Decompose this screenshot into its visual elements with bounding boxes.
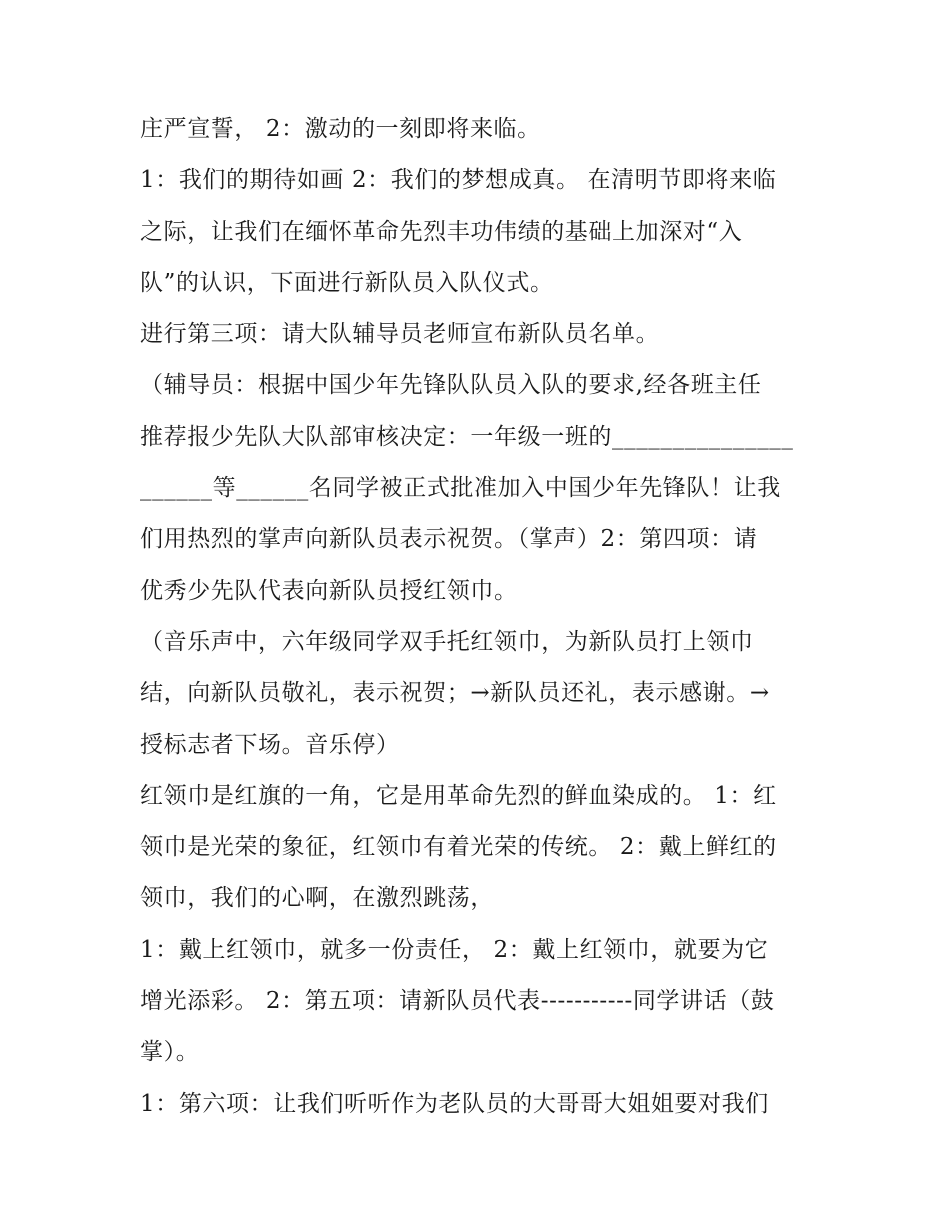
text-line: 结，向新队员敬礼，表示祝贺；→新队员还礼，表示感谢。→ (140, 680, 770, 707)
text-line: 领巾是光荣的象征，红领巾有着光荣的传统。 2：戴上鲜红的 (140, 834, 777, 861)
text-line: 进行第三项：请大队辅导员老师宣布新队员名单。 (140, 321, 660, 348)
text-line: （音乐声中，六年级同学双手托红领巾，为新队员打上领巾 (140, 628, 754, 655)
text-line: 授标志者下场。音乐停） (140, 731, 400, 758)
text-line: 红领巾是红旗的一角，它是用革命先烈的鲜血染成的。 1：红 (140, 782, 777, 809)
document-body (140, 104, 820, 1130)
text-line: ______等______名同学被正式批准加入中国少年先锋队！让我 (140, 475, 781, 502)
text-line: 庄严宣誓， 2：激动的一刻即将来临。 (140, 116, 541, 142)
text-line: 1：第六项：让我们听听作为老队员的大哥哥大姐姐要对我们 (140, 1090, 769, 1117)
text-line: （辅导员：根据中国少年先锋队队员入队的要求,经各班主任 (140, 372, 762, 399)
text-line: 掌）。 (140, 1039, 200, 1066)
text-line: 领巾，我们的心啊，在激烈跳荡， (140, 885, 494, 912)
text-line: 增光添彩。 2：第五项：请新队员代表-----------同学讲话（鼓 (140, 988, 775, 1015)
text-line: 推荐报少先队大队部审核决定：一年级一班的_______________ (140, 423, 794, 450)
text-line: 队”的认识，下面进行新队员入队仪式。 (140, 269, 554, 296)
text-line: 之际，让我们在缅怀革命先烈丰功伟绩的基础上加深对“入 (140, 218, 743, 245)
text-line: 们用热烈的掌声向新队员表示祝贺。（掌声）2：第四项：请 (140, 526, 758, 553)
text-line: 优秀少先队代表向新队员授红领巾。 (140, 577, 518, 604)
text-line: 1：戴上红领巾，就多一份责任， 2：戴上红领巾，就要为它 (140, 936, 769, 963)
text-line: 1：我们的期待如画 2：我们的梦想成真。 在清明节即将来临 (140, 167, 777, 194)
